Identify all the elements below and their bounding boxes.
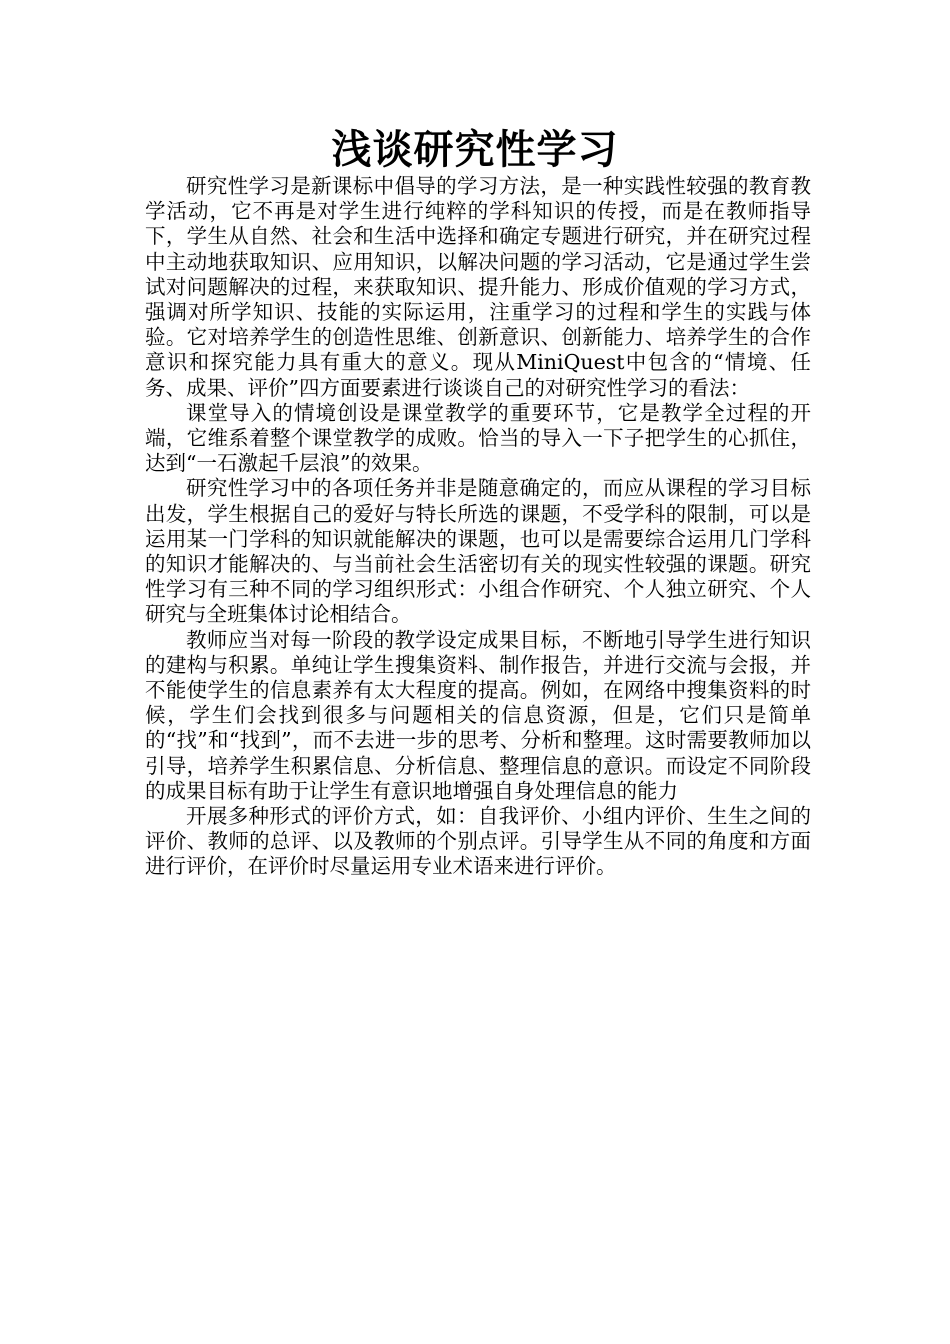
paragraph-task: 研究性学习中的各项任务并非是随意确定的，而应从课程的学习目标出发，学生根据自己的爱好与特长所选的课题，不受学科的限制，可以是运用某一门学科的知识就能解决的课题，也可以是需要综合运用几门学科的知识才能解决的、与当前社会生活密切有关的现实性较强的课题。研究性学习有三种不同的学习组织形式：小组合作研究、个人独立研究、个人研究与全班集体讨论相结合。 [145, 476, 811, 627]
paragraph-outcome: 教师应当对每一阶段的教学设定成果目标，不断地引导学生进行知识的建构与积累。单纯让学生搜集资料、制作报告，并进行交流与会报，并不能使学生的信息素养有太大程度的提高。例如，在网络中搜集资料的时候，学生们会找到很多与问题相关的信息资源，但是，它们只是简单的“找”和“找到”，而不去进一步的思考、分析和整理。这时需要教师加以引导，培养学生积累信息、分析信息、整理信息的意识。而设定不同阶段的成果目标有助于让学生有意识地增强自身处理信息的能力 [145, 627, 811, 803]
document-title: 浅谈研究性学习 [331, 127, 619, 173]
document-body [145, 174, 811, 880]
paragraph-situation: 课堂导入的情境创设是课堂教学的重要环节，它是教学全过程的开端，它维系着整个课堂教学的成败。恰当的导入一下子把学生的心抓住，达到“一石激起千层浪”的效果。 [145, 400, 811, 476]
paragraph-intro: 研究性学习是新课标中倡导的学习方法，是一种实践性较强的教育教学活动，它不再是对学生进行纯粹的学科知识的传授，而是在教师指导下，学生从自然、社会和生活中选择和确定专题进行研究，并在研究过程中主动地获取知识、应用知识，以解决问题的学习活动，它是通过学生尝试对问题解决的过程，来获取知识、提升能力、形成价值观的学习方式，强调对所学知识、技能的实际运用，注重学习的过程和学生的实践与体验。它对培养学生的创造性思维、创新意识、创新能力、培养学生的合作意识和探究能力具有重大的意义。现从MiniQuest中包含的“情境、任务、成果、评价”四方面要素进行谈谈自己的对研究性学习的看法： [145, 174, 811, 400]
paragraph-evaluation: 开展多种形式的评价方式，如：自我评价、小组内评价、生生之间的评价、教师的总评、以及教师的个别点评。引导学生从不同的角度和方面进行评价，在评价时尽量运用专业术语来进行评价。 [145, 804, 811, 879]
